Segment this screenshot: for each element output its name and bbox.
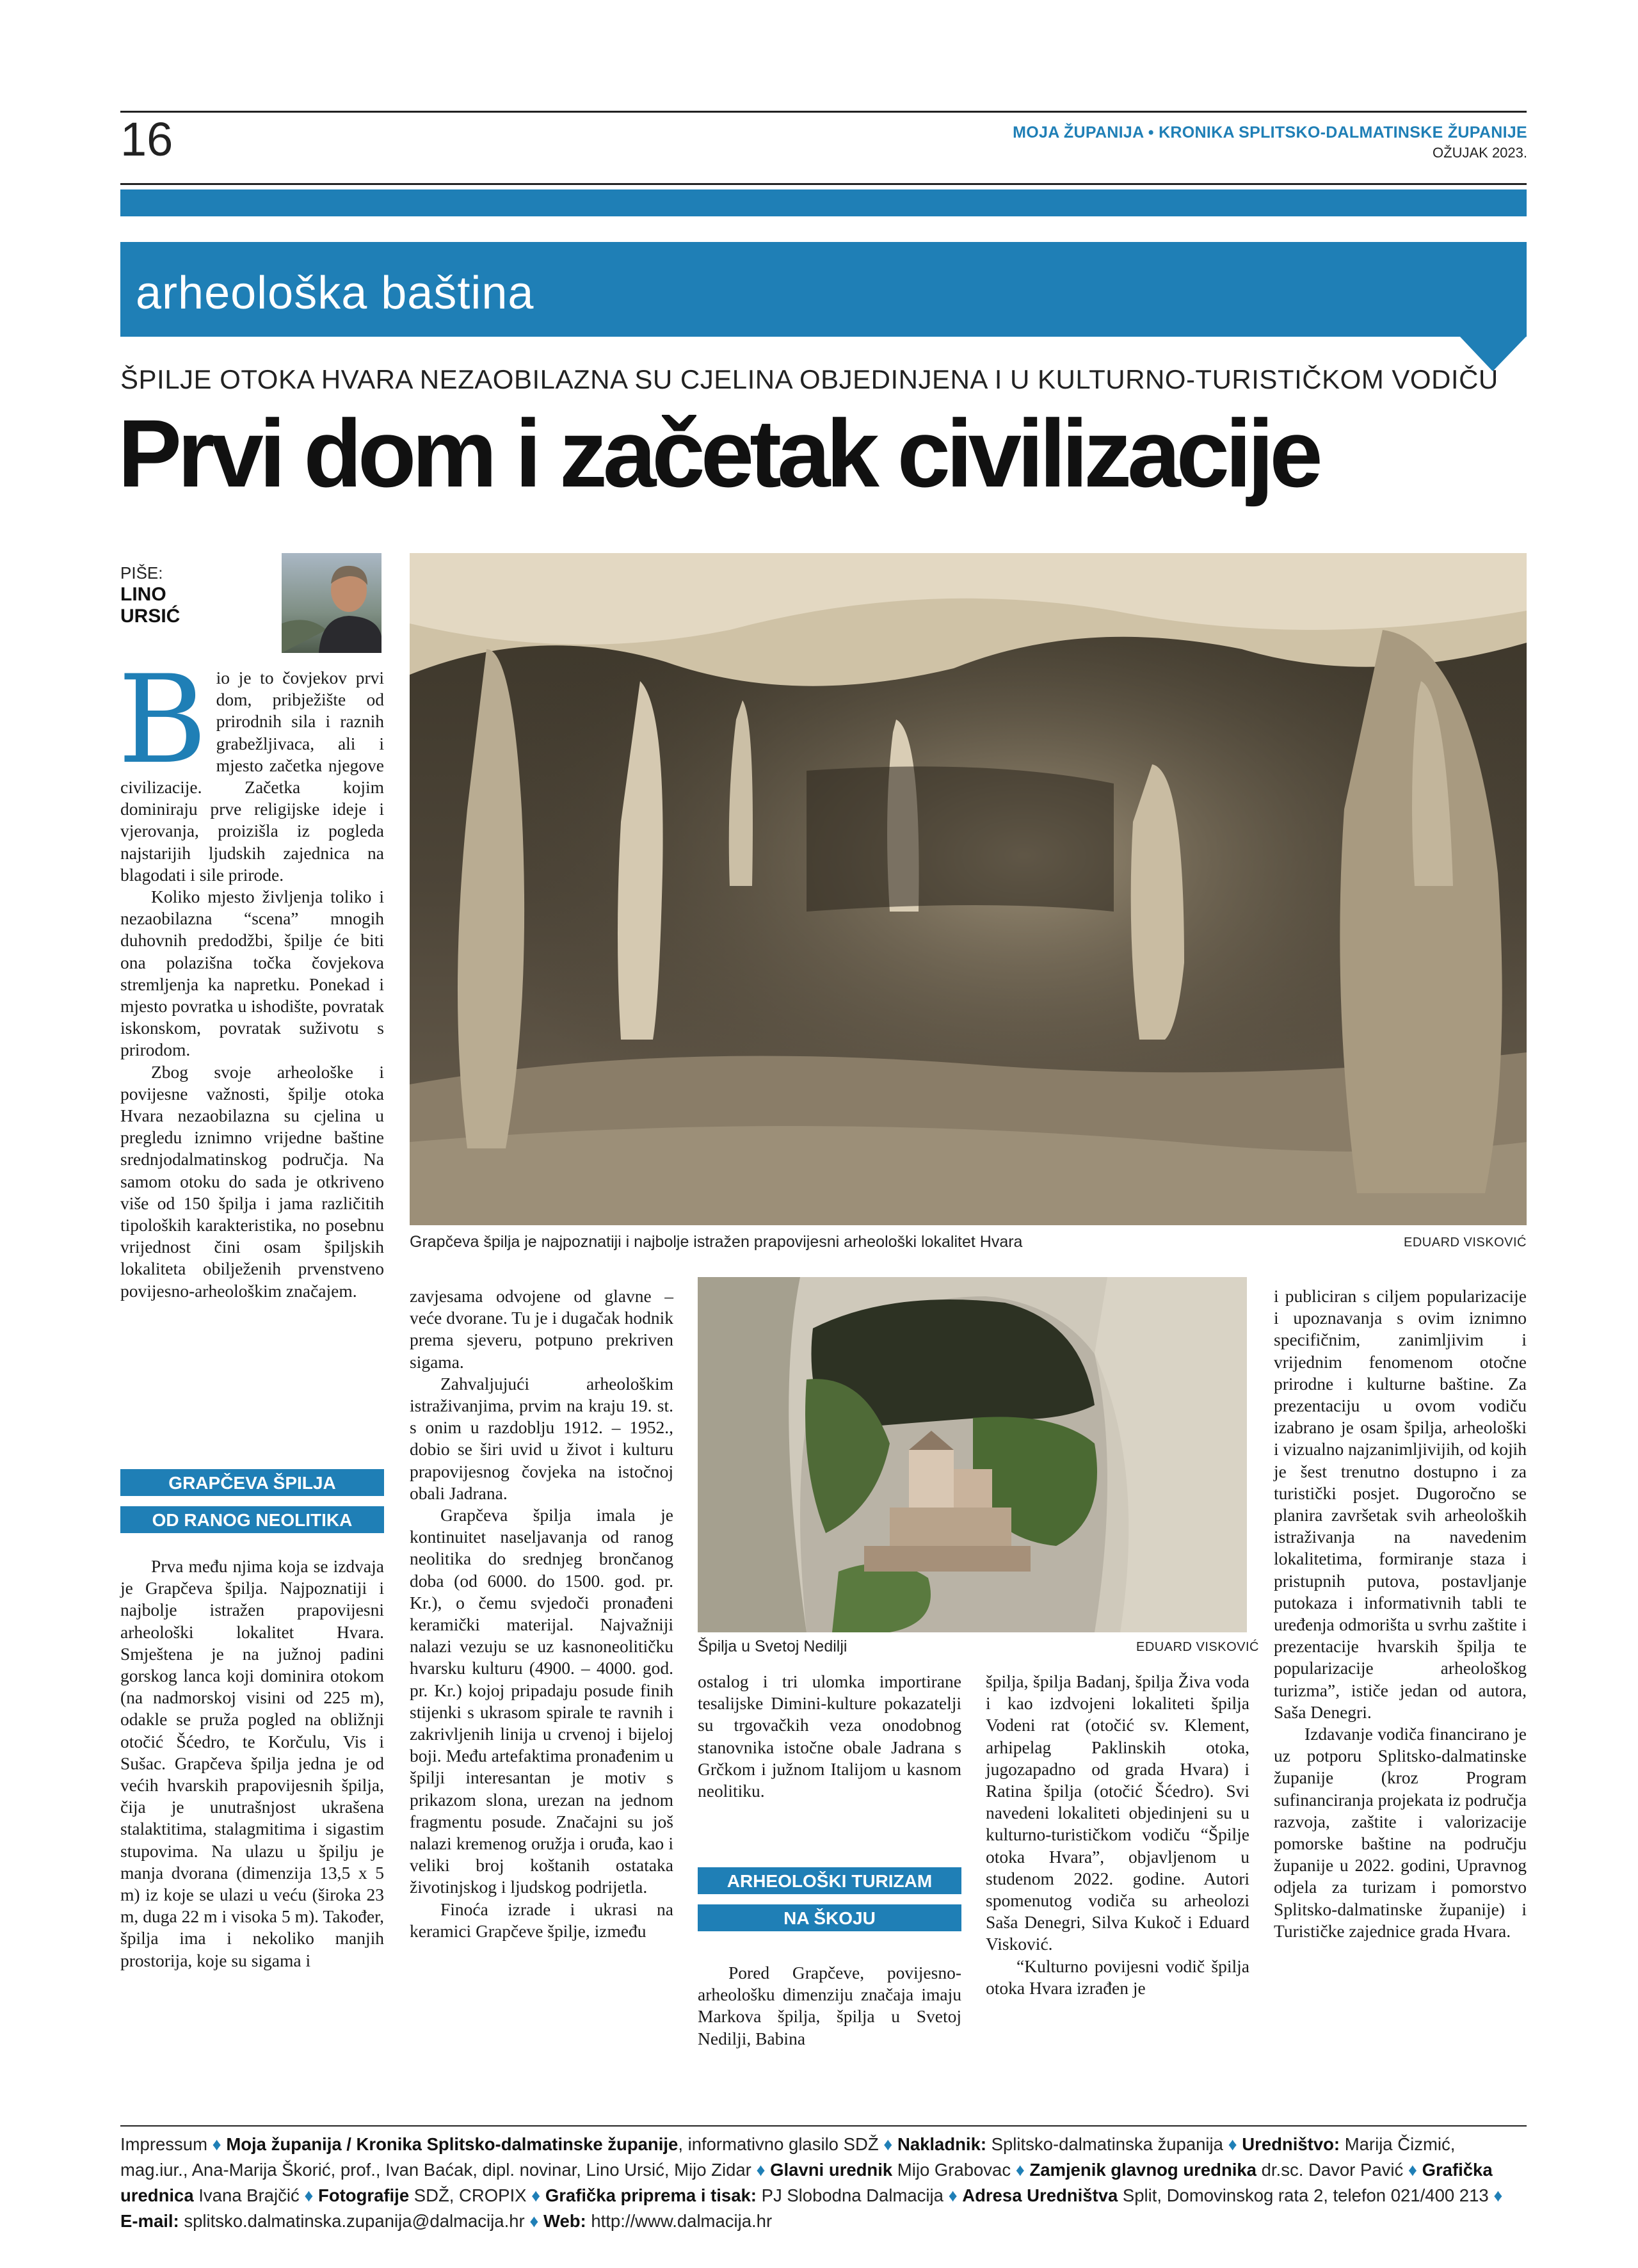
author-first-name: LINO (120, 584, 166, 605)
publication-title: MOJA ŽUPANIJA • KRONIKA SPLITSKO-DALMATINSKE ŽUPANIJE (1013, 124, 1527, 141)
article-column-5 (1274, 1285, 1527, 1942)
subhead-grapceva-line2: OD RANOG NEOLITIKA (120, 1506, 384, 1533)
photo2-credit: EDUARD VISKOVIĆ (1136, 1640, 1259, 1654)
header-top-rule (120, 111, 1527, 113)
author-photo (282, 553, 381, 653)
col5-paragraph-1: i publiciran s ciljem popularizacije i upoznavanja s ovim iznimno specifičnim, zanimljivim i vrijednim fenomenom otočne prirodne i kulturne baštine. Za prezentaciju u ovom vodiču izabrano je osam špilja, arheološki i vizualno najzanimljivijih, od kojih je šest trenutno dostupno i za turistički posjet. Dugoročno se planira završetak svih arheoloških istraživanja na navedenim lokalitetima, formiranje staza i pristupnih putova, postavljanje putokaza i informativnih tabli te uređenja odmorišta u svrhu zaštite i prezentacije hvarskih špilja te popularizacije arheološkog turizma”, ističe jedan od autora, Saša Denegri. (1274, 1286, 1527, 1722)
col3-paragraph-1: ostalog i tri ulomka importirane tesalijske Dimini-kulture pokazatelji su trgovačkih veza onodobnog stanovnika istočne obale Jadrana s Grčkom i južnom Italijom u kasnom neolitiku. (698, 1671, 961, 1801)
footer-rule (120, 2125, 1527, 2127)
header-bottom-rule (120, 183, 1527, 185)
page-number: 16 (120, 113, 173, 166)
author-label: PIŠE: (120, 563, 163, 583)
subhead-grapceva-line1: GRAPČEVA ŠPILJA (120, 1469, 384, 1496)
col1-paragraph-4: Prva među njima koja se izdvaja je Grapčeva špilja. Najpoznatiji i najbolje istražen prapovijesni arheološki lokalitet Hvara. Smještena je na južnoj padini gorskog lanca koji dominira otokom (na nadmorskoj visini od 225 m), odakle se pruža pogled na obližnji otočić Šćedro, te Korčulu, Vis i Sušac. Grapčeva špilja jedna je od većih hvarskih prapovijesnih špilja, čija je unutrašnjost ukrašena stalaktitima, stalagmitima i sigastim stupovima. Na ulazu u špilju je manja dvorana (dimenzija 13,5 x 5 m) iz koje se ulazi u veću (širok​a 23 m, duga 22 m i visoka 5 m). Također, špilja ima i nekoliko manjih prostorija, koje su sigama i (120, 1556, 384, 1970)
article-column-2 (410, 1285, 673, 1942)
impressum-line-2: mag.iur., Ana-Marija Škorić, prof., Ivan Baćak, dipl. novinar, Lino Ursić, Mijo Zidar ♦ Glavni urednik Mijo Grabovac ♦ Zamjenik glavnog urednika dr.sc. Davor Pavić ♦ Grafička (120, 2160, 1493, 2180)
col1-paragraph-1: io je to čovjekov prvi dom, pribježište od prirodnih sila i raznih grabežljivaca, ali i mjesto začetka njegove civilizacije. Začetka kojim dominiraju prve religijske ideje i vjerovanja, proizišla iz pogleda najstarijih ljudskih zajednica na blagodati i sile prirode. (120, 668, 384, 885)
article-column-1-continued (120, 1556, 384, 1972)
section-banner (120, 242, 1527, 337)
issue-date: OŽUJAK 2023. (1433, 145, 1527, 161)
photo1-credit: EDUARD VISKOVIĆ (1404, 1235, 1527, 1250)
col2-paragraph-2: Zahvaljujući arheološkim istraživanjima, prvim na kraju 19. st. s onim u razdoblju 1912. – 1952., dobio se širi uvid u život i kulturu prapovijesnog čovjeka na istočnoj obali Jadrana. (410, 1373, 673, 1503)
photo1-caption: Grapčeva špilja je najpoznatiji i najbolje istražen prapovijesni arheološki lokalitet Hvara (410, 1233, 1023, 1251)
impressum (120, 2132, 1527, 2234)
col5-paragraph-2: Izdavanje vodiča financirano je uz potporu Splitsko-dalmatinske županije (kroz Program sufinanciranja projekata iz područja razvoja, zaštite i valorizacije pomorske baštine na području županije u 2022. godini, Upravnog odjela za turizam i pomorstvo Splitsko-dalmatinske županije) i Turističke zajednice grada Hvara. (1274, 1724, 1527, 1941)
dropcap-letter: B (118, 649, 207, 791)
photo2-caption: Špilja u Svetoj Nedilji (698, 1637, 847, 1655)
header-blue-band (120, 189, 1527, 216)
section-label: arheološka baština (136, 268, 534, 319)
email-link[interactable]: splitsko.dalmatinska.zupanija@dalmacija.hr (179, 2211, 525, 2231)
col4-paragraph-2: “Kulturno povijesni vodič špilja otoka Hvara izrađen je (986, 1956, 1249, 1998)
subhead-turizam-line2: NA ŠKOJU (698, 1904, 961, 1931)
sveta-nedilja-photo (698, 1277, 1247, 1632)
cave-photo (410, 553, 1527, 1225)
web-link[interactable]: http://www.dalmacija.hr (586, 2211, 773, 2231)
subhead-turizam-line1: ARHEOLOŠKI TURIZAM (698, 1867, 961, 1894)
article-column-4 (986, 1671, 1249, 1999)
kicker: ŠPILJE OTOKA HVARA NEZAOBILAZNA SU CJELINA OBJEDINJENA I U KULTURNO-TURISTIČKOM VODIČU (120, 364, 1498, 394)
col4-paragraph-1: špilja, špilja Badanj, špilja Živa voda i kao izdvojeni lokaliteti špilja Vodeni rat (otočić sv. Klement, arhipelag Paklinskih otoka, jugozapadno od grada Hvara) i Ratina špilja (otočić Šćedro). Svi navedeni lokaliteti objedinjeni su u kulturno-turističkom vodiču “Špilje otoka Hvara”, objavljenom u studenom 2022. godine. Autori spomenutog vodiča su arheolozi Saša Denegri, Silva Kukoč i Eduard Visković. (986, 1671, 1249, 1954)
col2-paragraph-1: zavjesama odvojene od glavne – veće dvorane. Tu je i dugačak hodnik prema sjeveru, potpuno prekriven sigama. (410, 1286, 673, 1372)
col3-paragraph-2: Pored Grapčeve, povijesno-arheološku dimenziju značaja imaju Markova špilja, špilja u Svetoj Nedilji, Babina (698, 1963, 961, 2048)
article-column-3 (698, 1671, 961, 1802)
impressum-line-3: urednica Ivana Brajčić ♦ Fotografije SDŽ, CROPIX ♦ Grafička priprema i tisak: PJ Slobodna Dalmacija ♦ Adresa Uredništva Split, Domovinskog rata 2, telefon 021/400 213 ♦ (120, 2185, 1503, 2205)
col1-paragraph-3: Zbog svoje arheološke i povijesne važnosti, špilje otoka Hvara nezaobilazna su cjelina u pregledu iznimno vrijedne baštine srednjodalmatinskog područja. Na samom otoku do sada je otkriveno više od 150 špilja i jama različitih tipoloških karakteristika, no posebnu vrijednost čini osam špiljskih lokaliteta obilježenih prvenstveno povijesno-arheološkim značajem. (120, 1061, 384, 1301)
col1-paragraph-2: Koliko mjesto življenja toliko i nezaobilazna “scena” mnogih duhovnih predodžbi, špilje će biti ona polazišna točka čovjekova stremljenja ka napretku. Ponekad i mjesto povratka u ishodište, povratak iskonskom, povratak suživotu s prirodom. (120, 887, 384, 1060)
article-column-3-continued (698, 1962, 961, 2050)
author-last-name: URSIĆ (120, 606, 181, 627)
impressum-line-4: E-mail: splitsko.dalmatinska.zupanija@dalmacija.hr ♦ Web: http://www.dalmacija.hr (120, 2211, 773, 2231)
headline: Prvi dom i začetak civilizacije (118, 399, 1319, 507)
col2-paragraph-3: Grapčeva špilja imala je kontinuitet naseljavanja od ranog neolitika do srednjeg brončanog doba (od 6000. do 1500. god. pr. Kr.), o čemu svjedoči pronađeni keramički materijal. Najvažniji nalazi vezuju se uz kasnoneolitičku hvarsku kulturu (4900. – 4000. god. pr. Kr.) kojoj pripadaju posude finih stijenki s ukrasom spirale te ravnih i zakrivljenih linija u crvenoj i bijeloj boji. Među artefaktima pronađenim u špilji interesantan je motiv s prikazom slona, urezan na jednom fragmentu posude. Značajni su još nalazi kremenog oružja i oruđa, kao i veliki broj koštanih ostataka životinjskog i ljudskog podrijetla. (410, 1505, 673, 1897)
col2-paragraph-4: Finoća izrade i ukrasi na keramici Grapčeve špilje, između (410, 1899, 673, 1941)
article-column-1 (118, 649, 384, 1302)
impressum-line-1: Impressum ♦ Moja županija / Kronika Splitsko-dalmatinske županije, informativno glasilo SDŽ ♦ Nakladnik: Splitsko-dalmatinska županija ♦ Uredništvo: Marija Čizmić, (120, 2134, 1456, 2154)
